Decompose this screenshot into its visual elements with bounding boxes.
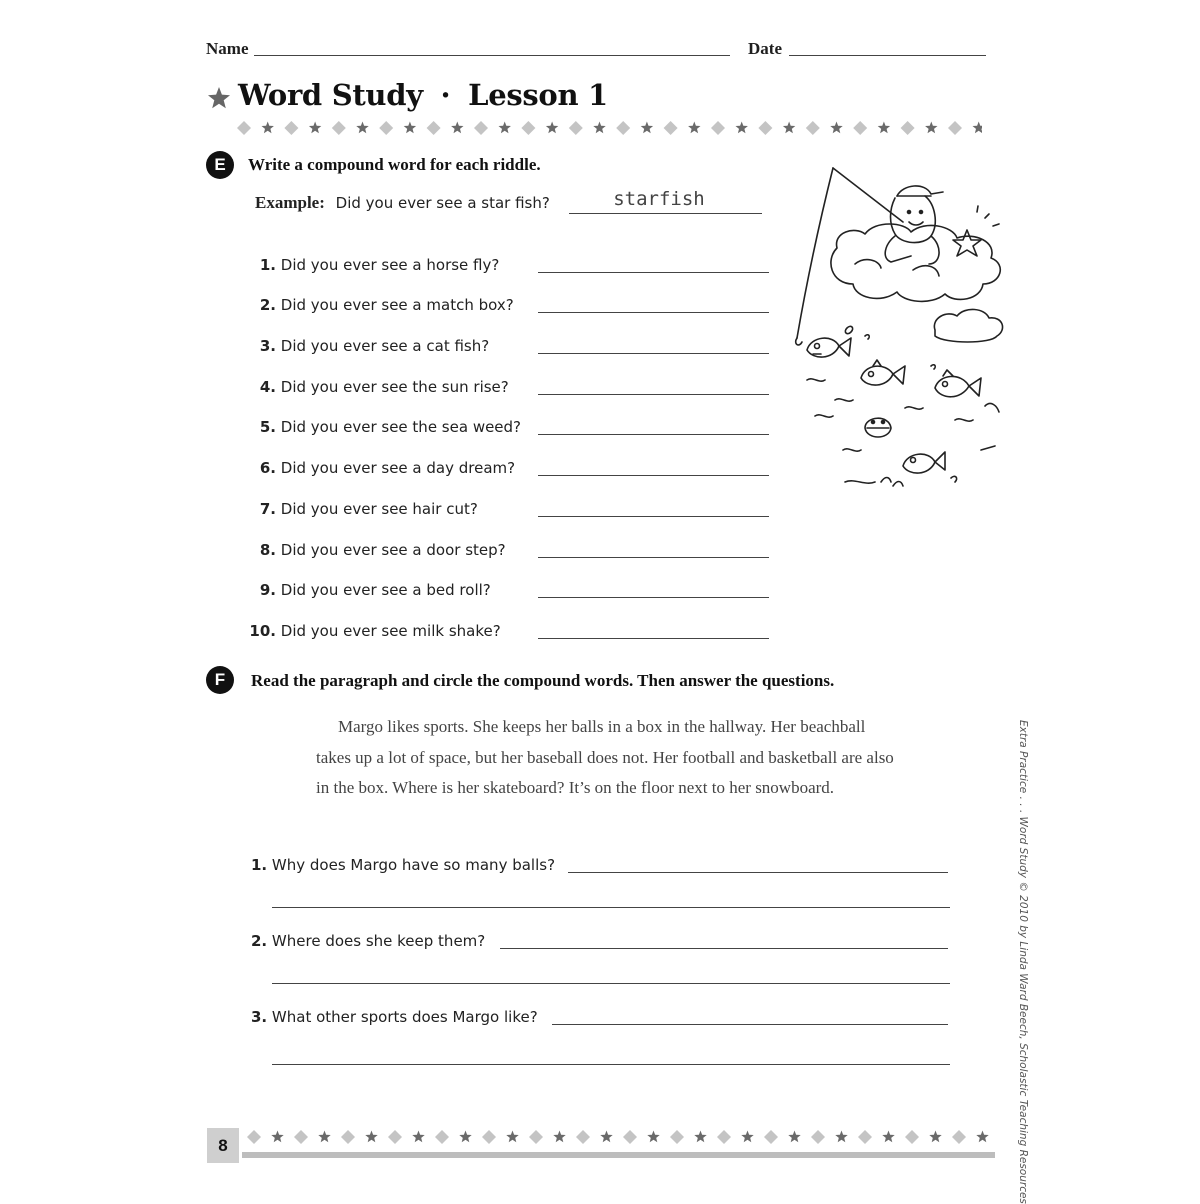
- border-diamond: [623, 1130, 637, 1144]
- riddle-answer-field[interactable]: [538, 475, 769, 476]
- border-diamond: [435, 1130, 449, 1144]
- border-star: [647, 1131, 659, 1143]
- riddle-item: 4. Did you ever see the sun rise?: [259, 378, 509, 396]
- star-icon: [207, 86, 231, 110]
- border-diamond: [427, 121, 441, 135]
- riddle-answer-field[interactable]: [538, 516, 769, 517]
- border-diamond: [811, 1130, 825, 1144]
- question-item: 2. Where does she keep them?: [251, 932, 486, 950]
- border-star: [830, 122, 842, 134]
- border-star: [459, 1131, 471, 1143]
- border-star: [412, 1131, 424, 1143]
- fishing-boy-illustration: [785, 160, 1020, 495]
- border-diamond: [758, 121, 772, 135]
- border-star: [262, 122, 274, 134]
- border-star: [271, 1131, 283, 1143]
- border-star: [835, 1131, 847, 1143]
- footer-bar: [242, 1152, 995, 1158]
- riddle-answer-field[interactable]: [538, 394, 769, 395]
- example-answer-line: [569, 213, 762, 214]
- section-f-instruction: Read the paragraph and circle the compound words. Then answer the questions.: [251, 671, 835, 690]
- example-label: Example:: [255, 193, 325, 212]
- border-diamond: [388, 1130, 402, 1144]
- border-diamond: [711, 121, 725, 135]
- border-diamond: [482, 1130, 496, 1144]
- question-answer-field[interactable]: [552, 1024, 948, 1025]
- side-credit: Extra Practice . . . Word Study © 2010 by Linda Ward Beech, Scholastic Teaching Resources: [1017, 720, 1029, 1204]
- question-item: 1. Why does Margo have so many balls?: [251, 856, 556, 874]
- border-star: [688, 122, 700, 134]
- border-diamond: [717, 1130, 731, 1144]
- border-diamond: [905, 1130, 919, 1144]
- border-diamond: [858, 1130, 872, 1144]
- question-answer-field[interactable]: [272, 907, 950, 908]
- riddle-item: 9. Did you ever see a bed roll?: [259, 581, 491, 599]
- riddle-answer-field[interactable]: [538, 434, 769, 435]
- border-diamond: [948, 121, 962, 135]
- border-diamond: [341, 1130, 355, 1144]
- riddle-answer-field[interactable]: [538, 638, 769, 639]
- border-star: [600, 1131, 612, 1143]
- section-e-instruction: Write a compound word for each riddle.: [248, 155, 541, 174]
- title-lesson: Lesson 1: [468, 78, 608, 112]
- section-e-badge: E: [206, 151, 234, 179]
- border-star: [499, 122, 511, 134]
- question-item: 3. What other sports does Margo like?: [251, 1008, 538, 1026]
- riddle-answer-field[interactable]: [538, 557, 769, 558]
- riddle-item: 5. Did you ever see the sea weed?: [259, 418, 522, 436]
- border-diamond: [952, 1130, 966, 1144]
- border-diamond: [529, 1130, 543, 1144]
- border-diamond: [853, 121, 867, 135]
- border-diamond: [670, 1130, 684, 1144]
- example-answer: starfish: [613, 188, 705, 210]
- border-star: [356, 122, 368, 134]
- date-label: Date: [748, 39, 782, 58]
- border-diamond: [332, 121, 346, 135]
- section-f-badge: F: [206, 666, 234, 694]
- border-star: [694, 1131, 706, 1143]
- riddle-answer-field[interactable]: [538, 272, 769, 273]
- riddle-item: 2. Did you ever see a match box?: [259, 296, 514, 314]
- date-field[interactable]: [789, 55, 986, 56]
- question-answer-field[interactable]: [500, 948, 948, 949]
- border-star: [546, 122, 558, 134]
- riddle-item: 6. Did you ever see a day dream?: [259, 459, 516, 477]
- example-row: [255, 193, 550, 213]
- question-answer-field[interactable]: [568, 872, 948, 873]
- border-star: [451, 122, 463, 134]
- border-star: [783, 122, 795, 134]
- border-star: [741, 1131, 753, 1143]
- page-title: [238, 78, 608, 112]
- border-star: [878, 122, 890, 134]
- border-diamond: [576, 1130, 590, 1144]
- border-diamond: [764, 1130, 778, 1144]
- reading-paragraph: Margo likes sports. She keeps her balls in a box in the hallway. Her beachball takes up a lot of space, but her baseball does not. Her football and basketball are also in the box. Where is her skateboard? It’s on the floor next to her snowboard.: [316, 717, 894, 797]
- riddle-item: 7. Did you ever see hair cut?: [259, 500, 478, 518]
- border-diamond: [901, 121, 915, 135]
- border-star: [593, 122, 605, 134]
- top-border: [232, 116, 982, 140]
- border-diamond: [474, 121, 488, 135]
- name-field[interactable]: [254, 55, 730, 56]
- border-star: [641, 122, 653, 134]
- question-answer-field[interactable]: [272, 1064, 950, 1065]
- border-star: [365, 1131, 377, 1143]
- border-star: [973, 122, 983, 134]
- border-star: [506, 1131, 518, 1143]
- border-diamond: [616, 121, 630, 135]
- border-star: [309, 122, 321, 134]
- border-diamond: [379, 121, 393, 135]
- border-diamond: [247, 1130, 261, 1144]
- title-separator: ·: [440, 78, 451, 112]
- border-diamond: [284, 121, 298, 135]
- border-star: [788, 1131, 800, 1143]
- border-star: [976, 1131, 988, 1143]
- name-label: Name: [206, 39, 249, 58]
- riddle-item: 3. Did you ever see a cat fish?: [259, 337, 490, 355]
- border-diamond: [806, 121, 820, 135]
- riddle-item: 8. Did you ever see a door step?: [259, 541, 506, 559]
- riddle-answer-field[interactable]: [538, 312, 769, 313]
- bottom-border: [242, 1126, 997, 1166]
- border-star: [404, 122, 416, 134]
- border-diamond: [664, 121, 678, 135]
- title-main: Word Study: [238, 78, 423, 112]
- border-star: [929, 1131, 941, 1143]
- border-star: [736, 122, 748, 134]
- border-star: [925, 122, 937, 134]
- border-diamond: [294, 1130, 308, 1144]
- border-star: [553, 1131, 565, 1143]
- border-star: [882, 1131, 894, 1143]
- riddle-item: 1. Did you ever see a horse fly?: [259, 256, 500, 274]
- border-diamond: [569, 121, 583, 135]
- riddle-answer-field[interactable]: [538, 597, 769, 598]
- example-question: Did you ever see a star fish?: [335, 194, 550, 212]
- border-diamond: [237, 121, 251, 135]
- riddle-item: 10. Did you ever see milk shake?: [249, 622, 501, 640]
- border-star: [318, 1131, 330, 1143]
- border-diamond: [521, 121, 535, 135]
- question-answer-field[interactable]: [272, 983, 950, 984]
- riddle-answer-field[interactable]: [538, 353, 769, 354]
- page-number: 8: [207, 1128, 239, 1163]
